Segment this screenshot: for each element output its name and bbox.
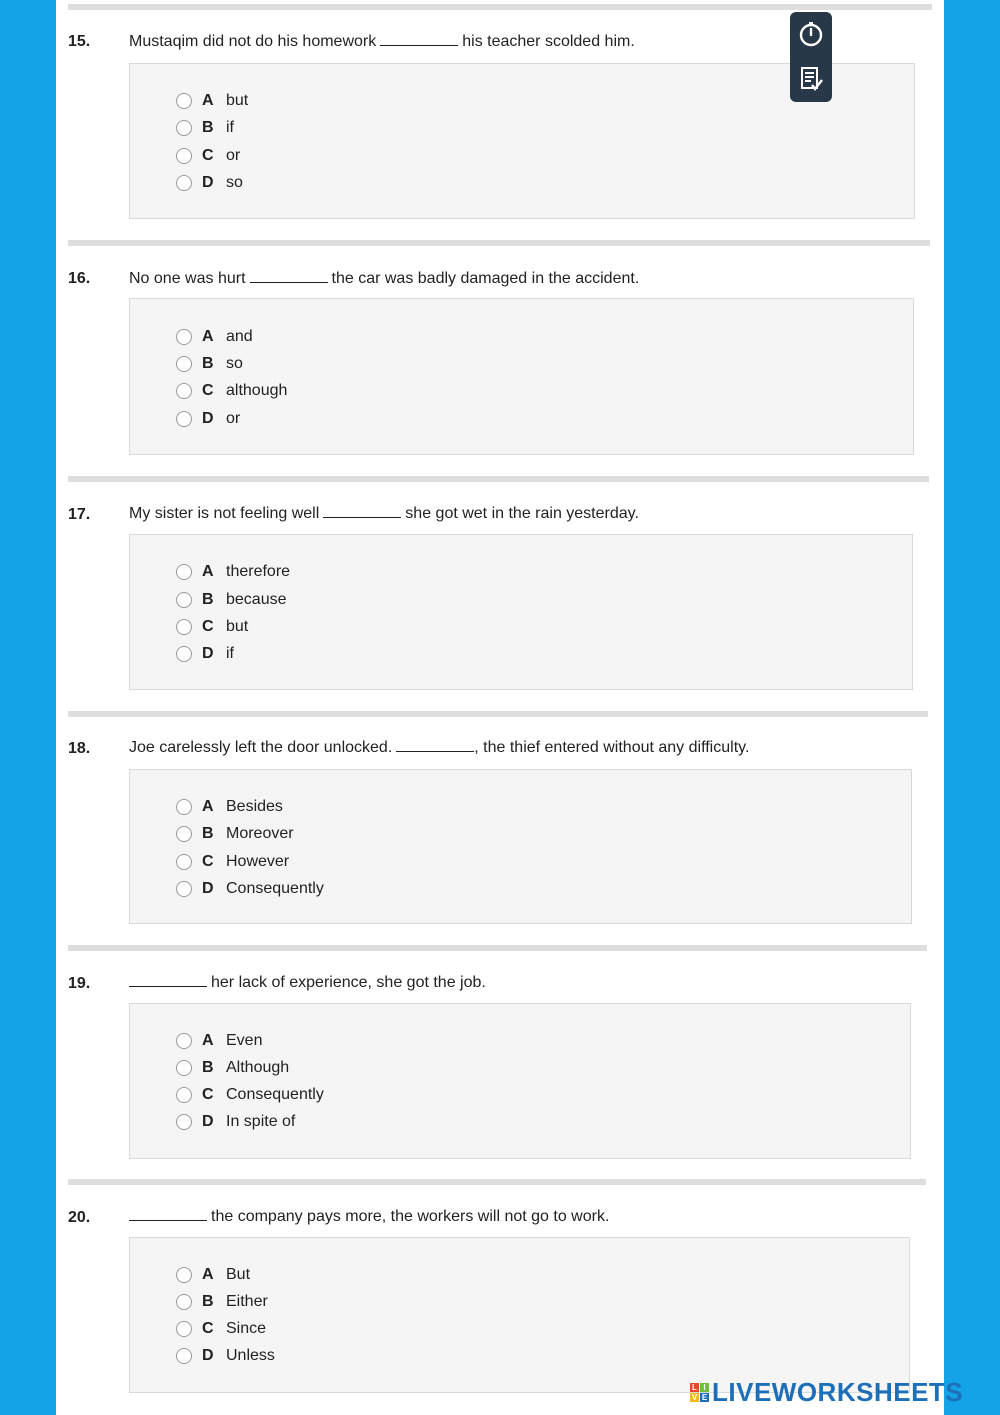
answer-blank <box>323 505 401 518</box>
option-letter: C <box>202 853 214 870</box>
option-b[interactable] <box>176 823 294 845</box>
radio-button[interactable] <box>176 592 192 608</box>
options-box <box>129 1237 910 1393</box>
option-d[interactable] <box>176 1345 275 1367</box>
radio-button[interactable] <box>176 564 192 580</box>
option-letter: D <box>202 1113 214 1130</box>
option-a[interactable] <box>176 561 290 583</box>
question-number: 15. <box>68 33 91 50</box>
radio-button[interactable] <box>176 1348 192 1364</box>
right-blue-border <box>944 0 1000 1415</box>
radio-button[interactable] <box>176 1060 192 1076</box>
question-number: 16. <box>68 270 91 287</box>
question-text-after: the company pays more, the workers will not go to work. <box>211 1208 610 1225</box>
radio-button[interactable] <box>176 881 192 897</box>
option-b[interactable] <box>176 1057 289 1079</box>
option-b[interactable] <box>176 117 234 139</box>
option-text: Consequently <box>226 1086 324 1103</box>
option-letter: B <box>202 1293 214 1310</box>
option-text: However <box>226 853 290 870</box>
option-letter: D <box>202 1347 214 1364</box>
option-text: Even <box>226 1032 263 1049</box>
option-c[interactable] <box>176 616 248 638</box>
option-text: Either <box>226 1293 268 1310</box>
question-text-before: Mustaqim did not do his homework <box>129 33 377 50</box>
option-c[interactable] <box>176 1318 266 1340</box>
radio-button[interactable] <box>176 356 192 372</box>
option-d[interactable] <box>176 1111 295 1133</box>
question-number: 19. <box>68 975 91 992</box>
stopwatch-icon <box>797 20 825 48</box>
option-a[interactable] <box>176 1030 262 1052</box>
radio-button[interactable] <box>176 826 192 842</box>
option-letter: B <box>202 591 214 608</box>
radio-button[interactable] <box>176 1114 192 1130</box>
question-text <box>129 270 639 288</box>
option-d[interactable] <box>176 408 240 430</box>
option-letter: C <box>202 1320 214 1337</box>
option-letter: A <box>202 1266 214 1283</box>
logo-mark-letter: I <box>700 1383 709 1392</box>
answer-blank <box>250 270 328 283</box>
radio-button[interactable] <box>176 799 192 815</box>
question-divider <box>68 240 930 246</box>
option-text: so <box>226 355 243 372</box>
logo-mark-icon <box>690 1383 709 1402</box>
checklist-icon <box>797 64 825 94</box>
option-c[interactable] <box>176 1084 324 1106</box>
question-text-before: No one was hurt <box>129 270 246 287</box>
option-text: so <box>226 174 243 191</box>
question-text <box>129 1208 609 1226</box>
question-number: 20. <box>68 1209 91 1226</box>
check-answers-button[interactable] <box>790 56 832 102</box>
option-text: or <box>226 410 241 427</box>
option-letter: D <box>202 645 214 662</box>
logo-mark-letter: L <box>690 1383 699 1392</box>
question-text-before: My sister is not feeling well <box>129 505 320 522</box>
option-text: Since <box>226 1320 267 1337</box>
radio-button[interactable] <box>176 93 192 109</box>
option-letter: A <box>202 92 214 109</box>
radio-button[interactable] <box>176 1267 192 1283</box>
option-letter: D <box>202 880 214 897</box>
option-letter: B <box>202 825 214 842</box>
radio-button[interactable] <box>176 148 192 164</box>
option-a[interactable] <box>176 90 248 112</box>
radio-button[interactable] <box>176 411 192 427</box>
radio-button[interactable] <box>176 1294 192 1310</box>
radio-button[interactable] <box>176 1087 192 1103</box>
option-b[interactable] <box>176 1291 268 1313</box>
radio-button[interactable] <box>176 329 192 345</box>
answer-blank <box>129 1208 207 1221</box>
radio-button[interactable] <box>176 854 192 870</box>
answer-blank <box>380 33 458 46</box>
option-letter: B <box>202 355 214 372</box>
option-d[interactable] <box>176 172 243 194</box>
timer-button[interactable] <box>790 12 832 56</box>
option-letter: D <box>202 174 214 191</box>
option-c[interactable] <box>176 145 240 167</box>
option-b[interactable] <box>176 589 287 611</box>
option-text: if <box>226 645 234 662</box>
question-divider <box>68 711 928 717</box>
option-letter: D <box>202 410 214 427</box>
option-text: Consequently <box>226 880 324 897</box>
option-letter: A <box>202 798 214 815</box>
option-letter: C <box>202 382 214 399</box>
option-a[interactable] <box>176 796 283 818</box>
option-letter: B <box>202 119 214 136</box>
option-c[interactable] <box>176 380 287 402</box>
option-letter: B <box>202 1059 214 1076</box>
question-text <box>129 33 635 51</box>
option-letter: C <box>202 147 214 164</box>
option-a[interactable] <box>176 326 253 348</box>
option-text: because <box>226 591 287 608</box>
question-text <box>129 505 639 523</box>
question-text-after: the car was badly damaged in the accident. <box>331 270 640 287</box>
radio-button[interactable] <box>176 175 192 191</box>
option-text: and <box>226 328 253 345</box>
radio-button[interactable] <box>176 646 192 662</box>
options-box <box>129 769 912 924</box>
option-text: if <box>226 119 234 136</box>
question-number: 17. <box>68 506 91 523</box>
option-text: Besides <box>226 798 283 815</box>
question-text-after: her lack of experience, she got the job. <box>211 974 486 991</box>
option-text: But <box>226 1266 251 1283</box>
answer-blank <box>396 739 474 752</box>
liveworksheets-logo <box>690 1375 963 1409</box>
option-text: but <box>226 92 249 109</box>
option-letter: C <box>202 618 214 635</box>
left-blue-border <box>0 0 56 1415</box>
logo-text: LIVEWORKSHEETS <box>712 1376 964 1407</box>
radio-button[interactable] <box>176 1033 192 1049</box>
radio-button[interactable] <box>176 1321 192 1337</box>
option-b[interactable] <box>176 353 243 375</box>
question-text-after: , the thief entered without any difficulty. <box>474 739 750 756</box>
option-letter: A <box>202 1032 214 1049</box>
option-d[interactable] <box>176 643 234 665</box>
question-text-after: his teacher scolded him. <box>462 33 635 50</box>
question-number: 18. <box>68 740 91 757</box>
option-text: Moreover <box>226 825 294 842</box>
question-divider <box>68 945 927 951</box>
question-text-after: she got wet in the rain yesterday. <box>405 505 639 522</box>
option-text: Unless <box>226 1347 275 1364</box>
option-text: although <box>226 382 288 399</box>
option-text: therefore <box>226 563 291 580</box>
answer-blank <box>129 974 207 987</box>
option-d[interactable] <box>176 878 324 900</box>
question-text <box>129 974 486 992</box>
option-letter: C <box>202 1086 214 1103</box>
option-a[interactable] <box>176 1264 250 1286</box>
option-c[interactable] <box>176 851 289 873</box>
logo-mark-letter: V <box>691 1392 698 1402</box>
question-text <box>129 739 749 757</box>
question-divider <box>68 1179 926 1185</box>
option-text: but <box>226 618 249 635</box>
radio-button[interactable] <box>176 120 192 136</box>
question-divider <box>68 4 932 10</box>
option-text: In spite of <box>226 1113 296 1130</box>
option-letter: A <box>202 328 214 345</box>
logo-mark-letter: E <box>701 1392 708 1402</box>
option-text: or <box>226 147 241 164</box>
option-letter: A <box>202 563 214 580</box>
options-box <box>129 298 914 455</box>
radio-button[interactable] <box>176 619 192 635</box>
option-text: Although <box>226 1059 290 1076</box>
options-box <box>129 1003 911 1159</box>
options-box <box>129 534 913 690</box>
question-text-before: Joe carelessly left the door unlocked. <box>129 739 393 756</box>
question-divider <box>68 476 929 482</box>
radio-button[interactable] <box>176 383 192 399</box>
